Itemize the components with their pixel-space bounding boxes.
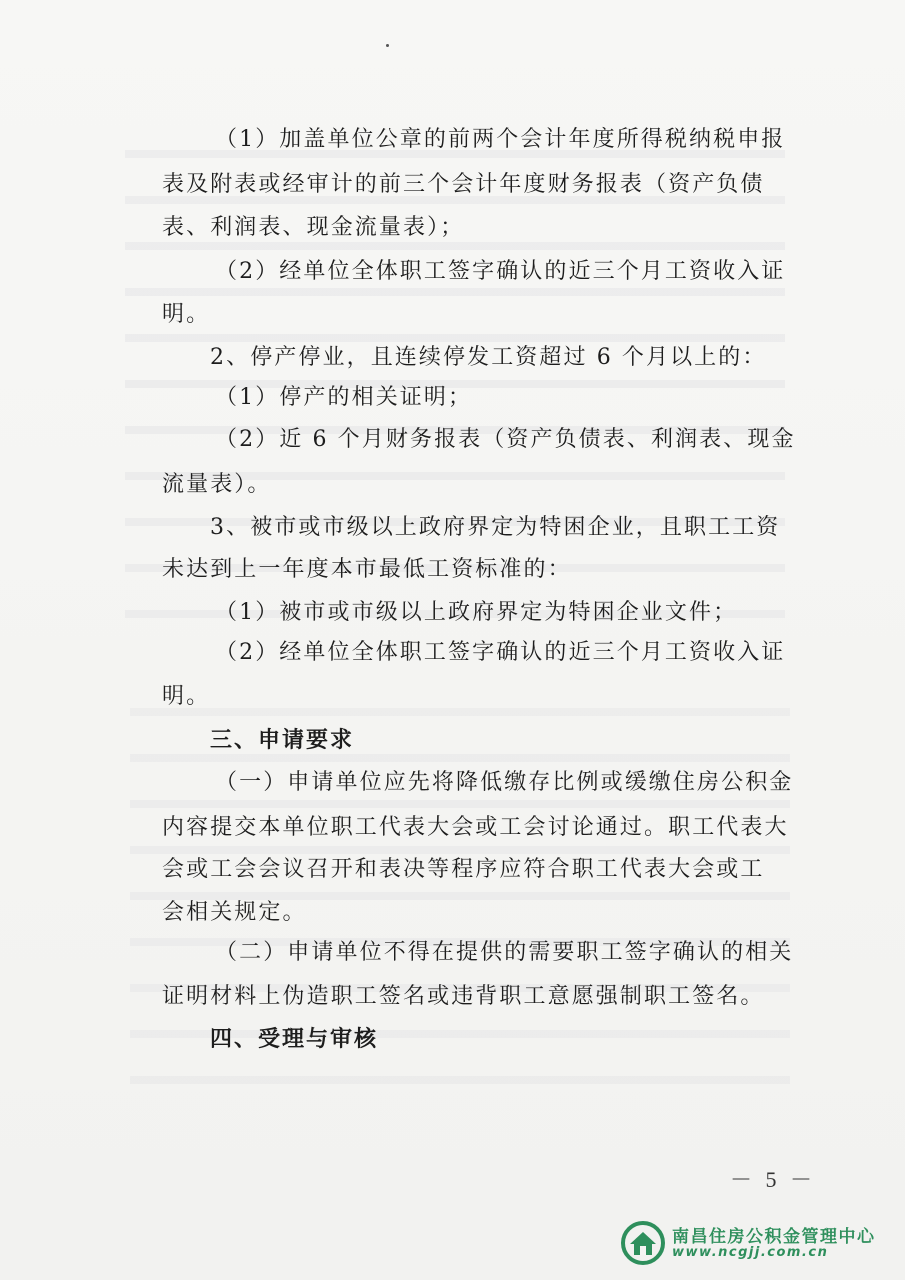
paragraph-line: （二）申请单位不得在提供的需要职工签字确认的相关: [215, 940, 794, 965]
section-heading: 三、申请要求: [210, 728, 355, 753]
footer-org-name: 南昌住房公积金管理中心: [672, 1227, 876, 1247]
paragraph-line: 会相关规定。: [162, 900, 307, 925]
paragraph-line: 明。: [162, 684, 211, 709]
paragraph-line: （1）被市或市级以上政府界定为特困企业文件；: [215, 600, 738, 625]
scan-speck: [386, 44, 389, 47]
paragraph-line: 流量表）。: [162, 472, 272, 497]
paragraph-line: （2）近 6 个月财务报表（资产负债表、利润表、现金: [215, 427, 796, 452]
footer-url: www.ncgjj.com.cn: [672, 1245, 829, 1260]
paragraph-line: 证明材料上伪造职工签名或违背职工意愿强制职工签名。: [162, 984, 765, 1009]
footer-watermark: [620, 1220, 880, 1270]
paragraph-line: 表、利润表、现金流量表）；: [162, 215, 465, 240]
paragraph-line: （1）加盖单位公章的前两个会计年度所得税纳税申报: [215, 127, 786, 152]
paragraph-line: （2）经单位全体职工签字确认的近三个月工资收入证: [215, 259, 786, 284]
paragraph-line: 3、被市或市级以上政府界定为特困企业，且职工工资: [210, 515, 781, 540]
paragraph-line: （2）经单位全体职工签字确认的近三个月工资收入证: [215, 640, 786, 665]
paragraph-line: 内容提交本单位职工代表大会或工会讨论通过。职工代表大: [162, 815, 789, 840]
paragraph-line: 明。: [162, 302, 211, 327]
house-logo-icon: [620, 1220, 666, 1266]
paragraph-line: （一）申请单位应先将降低缴存比例或缓缴住房公积金: [215, 770, 794, 795]
paragraph-line: 2、停产停业，且连续停发工资超过 6 个月以上的：: [210, 345, 767, 370]
paragraph-line: 会或工会会议召开和表决等程序应符合职工代表大会或工: [162, 857, 765, 882]
page-number: － 5 －: [730, 1167, 817, 1192]
section-heading: 四、受理与审核: [210, 1027, 379, 1052]
paragraph-line: 表及附表或经审计的前三个会计年度财务报表（资产负债: [162, 172, 765, 197]
paragraph-line: （1）停产的相关证明；: [215, 385, 473, 410]
paragraph-line: 未达到上一年度本市最低工资标准的：: [162, 557, 572, 582]
